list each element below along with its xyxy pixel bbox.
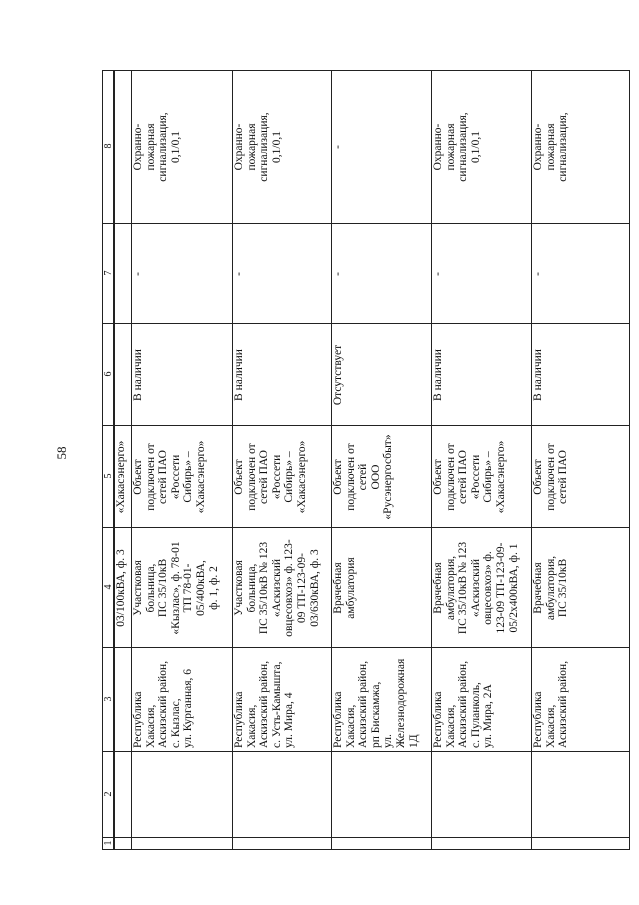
table-cell-c8: - [332,145,344,149]
header-col-3: 3 [103,696,114,702]
table-cell-c3: Республика Хакасия, Аскизский район, с. Усть-Камышта, ул. Мира, 4 [233,660,296,748]
table-cell-c7: - [233,272,245,276]
table-cell-c8: Охранно- пожарная сигнализация, 0,1/0,1 [233,112,283,182]
header-col-8: 8 [103,143,114,149]
table-cell-c7 [114,224,131,324]
table-cell-c3 [114,648,131,752]
table-cell-c4: Участковая больница, ПС 35/10кВ «Кызлас», ф. 78-01 ТП 78-01- 05/400кВА, ф. 1, ф. 2 [132,541,220,635]
table-cell-c8: Охранно- пожарная сигнализация, 0,1/0,1 [132,112,182,182]
rotated-table-container [102,70,630,850]
table-cell-c5: Объект подключен от сетей ООО «Русэнергосбыт» [332,434,395,520]
table-cell-c3: Республика Хакасия, Аскизский район, с. Кызлас, ул. Курганная, 6 [132,660,195,748]
table-cell-c7: - [432,272,444,276]
header-col-4: 4 [103,584,114,590]
table-cell-c7: - [132,272,144,276]
header-col-7: 7 [103,270,114,276]
table-cell-c5: Объект подключен от сетей ПАО «Россети Сибирь» – «Хакасэнерго» [432,440,507,514]
table-cell-c5: Объект подключен от сетей ПАО «Россети Сибирь» – «Хакасэнерго» [132,440,207,514]
table-cell-c5: Объект подключен от сетей ПАО [532,443,570,511]
header-col-5: 5 [103,473,114,479]
table-cell-c4: Врачебная амбулатория, ПС 35/10кВ № 123 «Аскизский овцесовхоз» ф. 123-09 ТП-123-09- 05/2х400кВА, ф. 1 [432,541,520,635]
data-table [102,70,630,850]
table-cell-c5: Объект подключен от сетей ПАО «Россети Сибирь» – «Хакасэнерго» [233,440,308,514]
table-vline [102,849,630,850]
table-cell-c4: Врачебная амбулатория, ПС 35/10кВ [532,555,570,621]
header-col-1: 1 [103,840,114,846]
table-cell-c3: Республика Хакасия, Аскизский район, с. Пуланколь, ул. Мира, 2А [432,660,495,748]
table-cell-c3: Республика Хакасия, Аскизский район, рп Бискамжа, ул. Железнодорожная 1Д [332,658,420,748]
table-cell-c8: Охранно- пожарная сигнализация, 0,1/0,1 [432,112,482,182]
header-col-6: 6 [103,371,114,377]
table-cell-c4: Участковая больница, ПС 35/10кВ № 123 «Аскизский овцесовхоз» ф. 123- 09 ТП-123-09- 03/630кВА, ф. 3 [233,539,321,637]
table-cell-c6: В наличии [532,349,544,401]
table-cell-c8 [114,70,131,224]
table-cell-c6: В наличии [233,349,245,401]
page-number: 58 [54,446,69,460]
table-cell-c4: 03/100кВА, ф. 3 [115,549,127,627]
table-cell-c4: Врачебная амбулатория [332,557,357,619]
table-cell-c6: Отсутствует [332,344,344,406]
table-header-row [102,70,114,850]
table-cell-c3: Республика Хакасия, Аскизский район, [532,660,570,748]
header-col-2: 2 [103,791,114,797]
table-cell-c7: - [332,272,344,276]
table-cell-c6: В наличии [432,349,444,401]
table-cell-c8: Охранно- пожарная сигнализация, [532,112,570,182]
table-cell-c5: «Хакасэнерго» [115,440,127,514]
table-cell-c6: В наличии [132,349,144,401]
table-cell-c7: - [532,272,544,276]
table-cell-c6 [114,324,131,426]
table-vline [102,837,630,838]
